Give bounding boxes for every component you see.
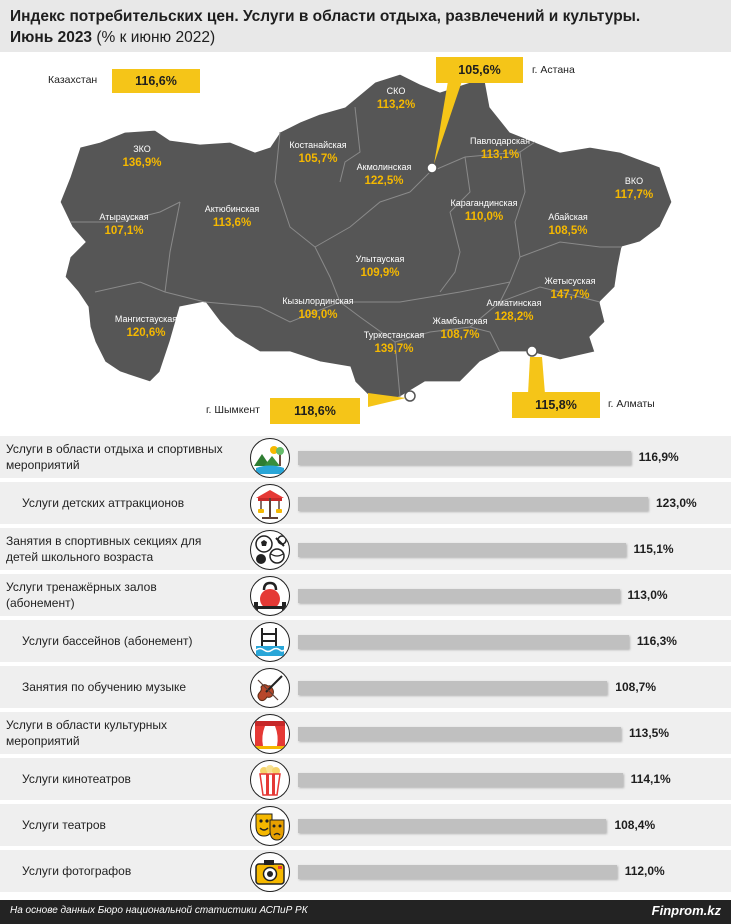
astana-value: 105,6% [436, 57, 523, 83]
bar [298, 589, 620, 603]
region-value-ulytau: 109,9% [360, 267, 400, 279]
category-label [22, 620, 250, 662]
chart-header [0, 0, 731, 52]
region-value-kyzylorda: 109,0% [298, 309, 338, 321]
region-name-aktobe: Актюбинская [204, 204, 260, 214]
bar-value-label: 116,9% [638, 450, 679, 464]
shymkent-marker [405, 391, 415, 401]
region-name-kyzylorda: Кызылординская [282, 296, 354, 306]
category-label-line: Услуги детских аттракционов [22, 496, 185, 510]
bar-row [0, 712, 731, 758]
kazakhstan-map [0, 52, 731, 432]
bar [298, 635, 629, 649]
region-name-zhetysu: Жетысуская [544, 276, 596, 286]
category-label-line: Услуги в области культурных [6, 718, 168, 732]
category-label-line: Услуги театров [22, 818, 106, 832]
bar-value-label: 108,7% [615, 680, 656, 694]
region-name-abay: Абайская [548, 212, 588, 222]
category-label-line: мероприятий [6, 458, 80, 472]
region-value-pavlodar: 113,1% [480, 149, 520, 161]
astana-label: г. Астана [532, 64, 575, 76]
gym-kettlebell-icon [250, 576, 290, 616]
region-name-mangystau: Мангистауская [114, 314, 178, 324]
bar-row [0, 850, 731, 896]
shymkent-value: 118,6% [270, 398, 360, 424]
category-label [6, 574, 246, 616]
category-label [6, 436, 246, 478]
region-value-atyrau: 107,1% [104, 225, 144, 237]
recreation-icon [250, 438, 290, 478]
region-name-almaty_reg: Алматинская [486, 298, 542, 308]
bar-row [0, 758, 731, 804]
category-label-line: Услуги в области отдыха и спортивных [6, 442, 223, 456]
bar [298, 773, 623, 787]
region-value-karaganda: 110,0% [464, 211, 504, 223]
region-value-kostanay: 105,7% [298, 153, 338, 165]
region-name-pavlodar: Павлодарская [470, 136, 530, 146]
region-value-zhambyl: 108,7% [440, 329, 480, 341]
region-value-almaty_reg: 128,2% [494, 311, 534, 323]
category-label [22, 804, 250, 846]
bar-row [0, 574, 731, 620]
bar-row [0, 666, 731, 712]
region-name-zhambyl: Жамбылская [432, 316, 488, 326]
region-name-vko: ВКО [624, 176, 644, 186]
region-value-akmola: 122,5% [364, 175, 404, 187]
astana-marker [427, 163, 437, 173]
bar [298, 497, 648, 511]
region-value-abay: 108,5% [548, 225, 588, 237]
category-label-line: Услуги фотографов [22, 864, 132, 878]
theater-masks-icon [250, 806, 290, 846]
bar-value-label: 112,0% [624, 864, 665, 878]
kazakhstan-label: Казахстан [48, 74, 98, 86]
bar-value-label: 116,3% [636, 634, 677, 648]
region-value-aktobe: 113,6% [212, 217, 252, 229]
category-label-line: Услуги тренажёрных залов [6, 580, 157, 594]
bar-value-label: 123,0% [656, 496, 697, 510]
swimming-pool-icon [250, 622, 290, 662]
violin-icon [250, 668, 290, 708]
category-label [22, 666, 250, 708]
bar [298, 681, 607, 695]
almaty-marker [527, 346, 537, 356]
category-label-line: Занятия по обучению музыке [22, 680, 187, 694]
bar-value-label: 113,5% [628, 726, 669, 740]
region-name-turkestan: Туркестанская [363, 330, 425, 340]
title-unit: (% к июню 2022) [92, 29, 216, 46]
bar-value-label: 114,1% [630, 772, 671, 786]
bar [298, 451, 631, 465]
source-note: На основе данных Бюро национальной статистики АСПиР РК [10, 905, 308, 916]
country-shape [60, 74, 672, 402]
kazakhstan-value: 116,6% [112, 69, 200, 93]
category-label [6, 528, 246, 570]
bar [298, 543, 626, 557]
category-label-line: Услуги кинотеатров [22, 772, 131, 786]
region-name-zko: ЗКО [133, 144, 151, 154]
footer [0, 900, 731, 924]
sports-balls-icon [250, 530, 290, 570]
almaty-label: г. Алматы [608, 398, 655, 410]
category-label-line: детей школьного возраста [6, 550, 154, 564]
region-name-atyrau: Атырауская [99, 212, 149, 222]
almaty-value: 115,8% [512, 392, 600, 418]
brand-logo: Finprom.kz [651, 903, 721, 918]
bar [298, 865, 617, 879]
region-value-vko: 117,7% [614, 189, 654, 201]
region-value-mangystau: 120,6% [126, 327, 166, 339]
category-label-line: Занятия в спортивных секциях для [6, 534, 202, 548]
bar-value-label: 108,4% [614, 818, 656, 832]
popcorn-icon [250, 760, 290, 800]
bar-row [0, 528, 731, 574]
camera-icon [250, 852, 290, 892]
region-value-zhetysu: 147,7% [550, 289, 590, 301]
bar [298, 819, 606, 833]
region-value-turkestan: 139,7% [374, 343, 414, 355]
category-label-line: Услуги бассейнов (абонемент) [22, 634, 193, 648]
bar-row [0, 436, 731, 482]
category-label [22, 850, 250, 892]
bar [298, 727, 621, 741]
chart-subtitle [10, 27, 721, 48]
category-label [22, 758, 250, 800]
bar-row [0, 620, 731, 666]
almaty-pointer [528, 357, 545, 394]
chart-title: Индекс потребительских цен. Услуги в области отдыха, развлечений и культуры. [10, 8, 641, 25]
category-label-line: (абонемент) [6, 596, 75, 610]
category-label [22, 482, 250, 524]
bar-row [0, 482, 731, 528]
bar-row [0, 804, 731, 850]
title-period: Июнь 2023 [10, 29, 93, 46]
region-value-zko: 136,9% [122, 157, 162, 169]
region-name-akmola: Акмолинская [356, 162, 412, 172]
region-name-karaganda: Карагандинская [450, 198, 518, 208]
theater-stage-icon [250, 714, 290, 754]
region-name-ulytau: Улытауская [355, 254, 405, 264]
region-name-kostanay: Костанайская [289, 140, 347, 150]
region-name-sko: СКО [386, 86, 406, 96]
map-svg [0, 52, 731, 432]
shymkent-label: г. Шымкент [206, 404, 260, 416]
region-value-sko: 113,2% [376, 99, 416, 111]
category-label-line: мероприятий [6, 734, 80, 748]
category-label [6, 712, 246, 754]
carousel-icon [250, 484, 290, 524]
bar-value-label: 115,1% [633, 542, 674, 556]
bar-value-label: 113,0% [627, 588, 668, 602]
